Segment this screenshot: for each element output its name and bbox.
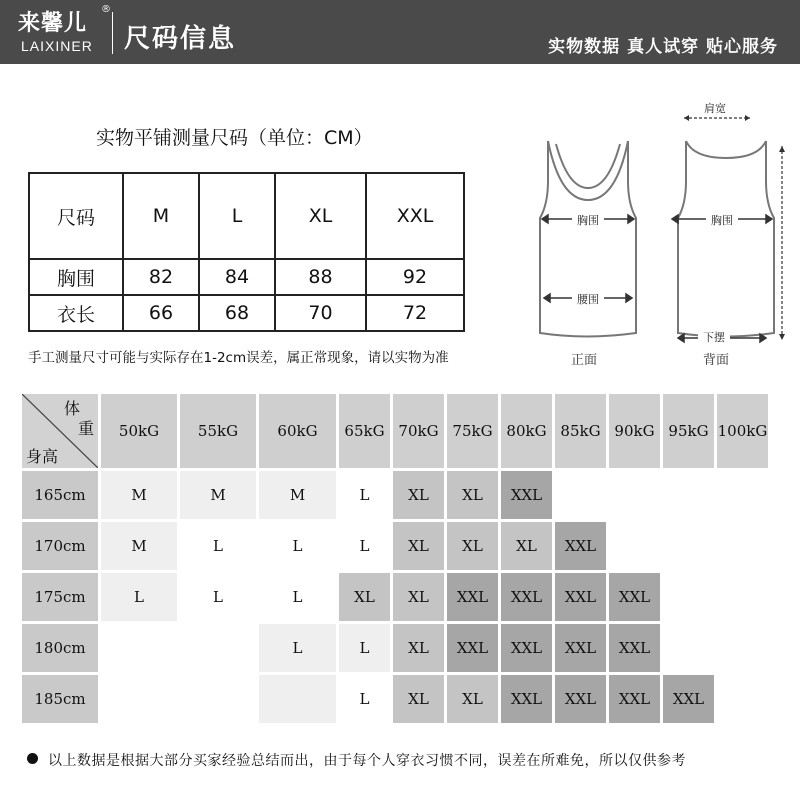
- row-label: 胸围: [29, 259, 123, 295]
- height-row: [22, 522, 768, 570]
- value-cell: 88: [275, 259, 366, 295]
- size-cell: XXL: [555, 675, 606, 723]
- chest-label-front: 胸围: [577, 214, 599, 227]
- size-cell: XXL: [447, 573, 498, 621]
- size-cell: [101, 624, 177, 672]
- height-row: [22, 471, 768, 519]
- weight-header: 90kG: [609, 394, 660, 468]
- size-cell: L: [339, 675, 390, 723]
- value-cell: 72: [366, 295, 464, 331]
- measurement-row: [29, 259, 464, 295]
- weight-header: 55kG: [180, 394, 256, 468]
- size-recommendation-grid: [19, 391, 771, 726]
- weight-header: 60kG: [259, 394, 336, 468]
- chest-label-back: 胸围: [711, 214, 733, 227]
- weight-header: 95kG: [663, 394, 714, 468]
- measurement-table: [28, 172, 465, 332]
- header-divider: [112, 12, 113, 54]
- size-cell: L: [199, 173, 275, 259]
- size-cell: L: [339, 624, 390, 672]
- size-cell: XXL: [609, 573, 660, 621]
- value-cell: 66: [123, 295, 199, 331]
- size-cell: XL: [339, 573, 390, 621]
- weight-header: 100kG: [717, 394, 768, 468]
- size-cell: XL: [501, 522, 552, 570]
- size-cell: XL: [393, 675, 444, 723]
- size-cell: XL: [447, 675, 498, 723]
- size-cell: [663, 624, 714, 672]
- height-label: 165cm: [22, 471, 98, 519]
- size-cell: [259, 675, 336, 723]
- size-cell: XL: [393, 624, 444, 672]
- size-cell: XXL: [609, 624, 660, 672]
- size-cell: [555, 471, 606, 519]
- weight-char-2: 重: [78, 419, 95, 438]
- brand-logo-en: LAIXINER: [21, 38, 93, 54]
- size-cell: XXL: [501, 675, 552, 723]
- size-cell: XXL: [447, 624, 498, 672]
- value-cell: 70: [275, 295, 366, 331]
- header-slogan: 实物数据 真人试穿 贴心服务: [548, 37, 778, 57]
- hem-label: 下摆: [703, 331, 725, 344]
- size-cell: [663, 522, 714, 570]
- size-cell: [717, 675, 768, 723]
- size-header-cell: 尺码: [29, 173, 123, 259]
- waist-label: 腰围: [577, 293, 599, 306]
- size-cell: M: [123, 173, 199, 259]
- registered-mark: ®: [101, 4, 111, 15]
- weight-header: 50kG: [101, 394, 177, 468]
- size-cell: XXL: [501, 624, 552, 672]
- size-cell: [609, 471, 660, 519]
- size-cell: M: [101, 522, 177, 570]
- value-cell: 68: [199, 295, 275, 331]
- size-cell: XL: [447, 471, 498, 519]
- measurement-note: 手工测量尺寸可能与实际存在1-2cm误差，属正常现象，请以实物为准: [28, 350, 449, 366]
- weight-header: 65kG: [339, 394, 390, 468]
- size-cell: [609, 522, 660, 570]
- height-label: 175cm: [22, 573, 98, 621]
- height-label: 180cm: [22, 624, 98, 672]
- size-cell: M: [259, 471, 336, 519]
- size-cell: [101, 675, 177, 723]
- size-cell: XL: [393, 573, 444, 621]
- header-bar: [0, 0, 800, 64]
- size-cell: XXL: [663, 675, 714, 723]
- size-cell: XL: [447, 522, 498, 570]
- size-cell: L: [259, 573, 336, 621]
- size-cell: [663, 573, 714, 621]
- size-cell: XL: [275, 173, 366, 259]
- size-cell: XXL: [501, 573, 552, 621]
- size-cell: XXL: [366, 173, 464, 259]
- corner-cell: [22, 394, 98, 468]
- height-axis-label: 身高: [26, 447, 59, 466]
- size-cell: L: [180, 573, 256, 621]
- measurement-row: [29, 295, 464, 331]
- height-row: [22, 573, 768, 621]
- size-cell: [717, 522, 768, 570]
- size-cell: L: [339, 522, 390, 570]
- size-cell: XXL: [555, 573, 606, 621]
- weight-header-row: [22, 394, 768, 468]
- footer-note: 以上数据是根据大部分买家经验总结而出，由于每个人穿衣习惯不同，误差在所难免，所以仅供参考: [48, 753, 686, 769]
- height-row: [22, 675, 768, 723]
- size-cell: L: [180, 522, 256, 570]
- brand-logo-cn: 来馨儿: [18, 11, 88, 36]
- size-cell: M: [101, 471, 177, 519]
- size-cell: XXL: [555, 624, 606, 672]
- height-label: 185cm: [22, 675, 98, 723]
- size-cell: M: [180, 471, 256, 519]
- size-cell: L: [101, 573, 177, 621]
- size-cell: [717, 471, 768, 519]
- weight-header: 85kG: [555, 394, 606, 468]
- size-cell: XL: [393, 471, 444, 519]
- measurement-header-row: [29, 173, 464, 259]
- front-tank-outline: [540, 141, 636, 337]
- size-cell: [663, 471, 714, 519]
- size-cell: L: [259, 522, 336, 570]
- front-label: 正面: [570, 353, 598, 368]
- page-title: 尺码信息: [124, 24, 237, 54]
- bullet-icon: [27, 753, 38, 764]
- size-cell: XXL: [501, 471, 552, 519]
- size-cell: [717, 624, 768, 672]
- value-cell: 92: [366, 259, 464, 295]
- tank-top-diagram: [526, 96, 796, 376]
- weight-header: 70kG: [393, 394, 444, 468]
- value-cell: 84: [199, 259, 275, 295]
- row-label: 衣长: [29, 295, 123, 331]
- height-row: [22, 624, 768, 672]
- weight-char-1: 体: [64, 399, 81, 418]
- back-label: 背面: [702, 353, 730, 368]
- size-cell: [180, 675, 256, 723]
- size-cell: L: [259, 624, 336, 672]
- size-cell: [717, 573, 768, 621]
- size-cell: XXL: [555, 522, 606, 570]
- back-tank-outline: [678, 141, 774, 337]
- weight-header: 75kG: [447, 394, 498, 468]
- measurement-title: 实物平铺测量尺码（单位：CM）: [96, 127, 373, 149]
- height-label: 170cm: [22, 522, 98, 570]
- size-cell: [180, 624, 256, 672]
- size-cell: XL: [393, 522, 444, 570]
- shoulder-label: 肩宽: [704, 102, 726, 115]
- size-cell: L: [339, 471, 390, 519]
- weight-header: 80kG: [501, 394, 552, 468]
- size-cell: XXL: [609, 675, 660, 723]
- value-cell: 82: [123, 259, 199, 295]
